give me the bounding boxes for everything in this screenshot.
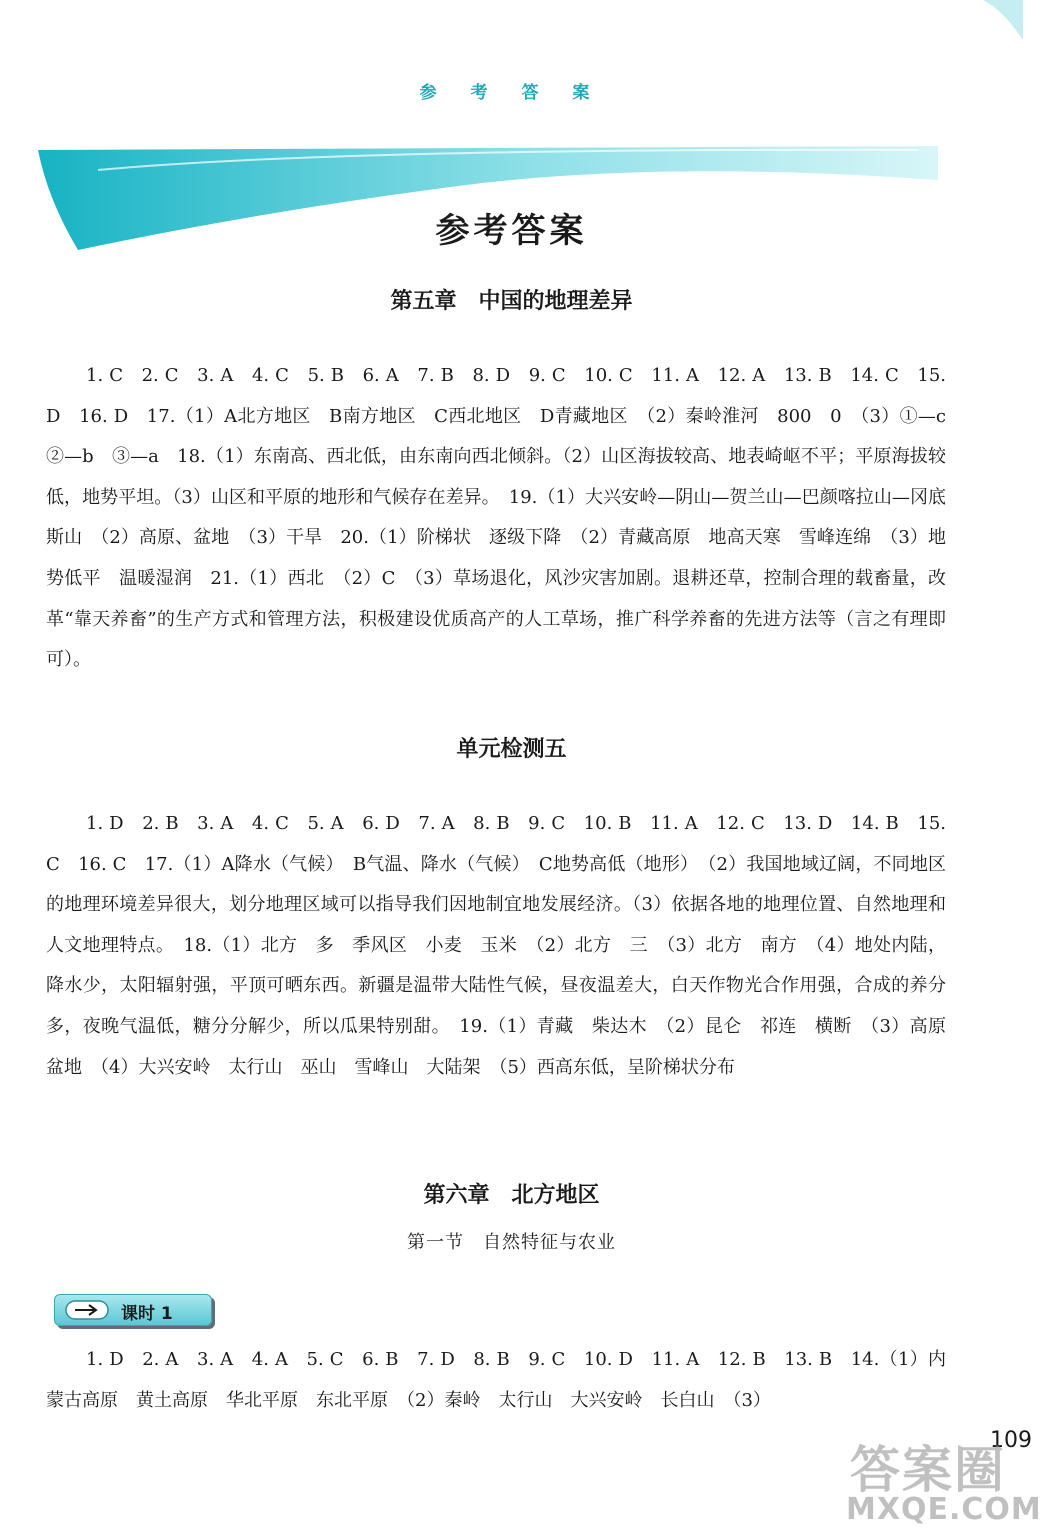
chapter6-heading: 第六章 北方地区 [423,1183,600,1208]
section1-heading: 第一节 自然特征与农业 [407,1232,616,1253]
lesson-tag [54,1294,212,1326]
chapter5-heading: 第五章 中国的地理差异 [390,289,633,314]
watermark-url: MXQE.COM [846,1492,1042,1527]
chapter5-answers: 1. C 2. C 3. A 4. C 5. B 6. A 7. B 8. D 9. C 10. C 11. A 12. A 13. B 14. C 15. D 16. D 17.（1）A北方地区 B南方地区 C西北地区 D青藏地区 （2）秦岭淮河 800 0 （3）①—c ②—b ③—a 18.（1）东南高、西北低，由东南向西北倾斜。（2）山区海拔较高、地表崎岖不平；平原海拔较低，地势平坦。（3）山区和平原的地形和气候存在差异。 19.（1）大兴安岭—阴山—贺兰山—巴颜喀拉山—冈底斯山 （2）高原、盆地 （3）干旱 20.（1）阶梯状 逐级下降 （2）青藏高原 地高天寒 雪峰连绵 （3）地势低平 温暖湿润 21.（1）西北 （2）C （3）草场退化，风沙灾害加剧。退耕还草，控制合理的载畜量，改革“靠天养畜”的生产方式和管理方法，积极建设优质高产的人工草场，推广科学养畜的先进方法等（言之有理即可）。 [46,365,964,671]
page-title: 参考答案 [435,211,588,251]
lesson1-answers: 1. D 2. A 3. A 4. A 5. C 6. B 7. D 8. B 9. C 10. D 11. A 12. B 13. B 14.（1）内蒙古高原 黄土高原 华北平原 东北平原 （2）秦岭 太行山 大兴安岭 长白山 （3） [46,1349,946,1411]
unit5-answers: 1. D 2. B 3. A 4. C 5. A 6. D 7. A 8. B 9. C 10. B 11. A 12. C 13. D 14. B 15. C 16. C 17.（1）A降水（气候） B气温、降水（气候） C地势高低（地形） （2）我国地域辽阔，不同地区的地理环境差异很大，划分地理区域可以指导我们因地制宜地发展经济。（3）依据各地的地理位置、自然地理和人文地理特点。 18.（1）北方 多 季风区 小麦 玉米 （2）北方 三 （3）北方 南方 （4）地处内陆，降水少，太阳辐射强，平顶可晒东西。新疆是温带大陆性气候，昼夜温差大，白天作物光合作用强，合成的养分多，夜晚气温低，糖分分解少，所以瓜果特别甜。 19.（1）青藏 柴达木 （2）昆仑 祁连 横断 （3）高原 盆地 （4）大兴安岭 太行山 巫山 雪峰山 大陆架 （5）西高东低，呈阶梯状分布 [46,813,964,1078]
lesson-label: 课时 1 [121,1304,173,1324]
unit5-heading: 单元检测五 [456,737,567,762]
page-number: 109 [990,1428,1032,1453]
running-header: 参 考 答 案 [419,83,604,103]
corner-decoration [983,0,1023,40]
watermark-logo-text: 答案圈 [850,1441,1006,1499]
watermark [842,1430,1042,1534]
arrow-right-icon [65,1300,109,1320]
